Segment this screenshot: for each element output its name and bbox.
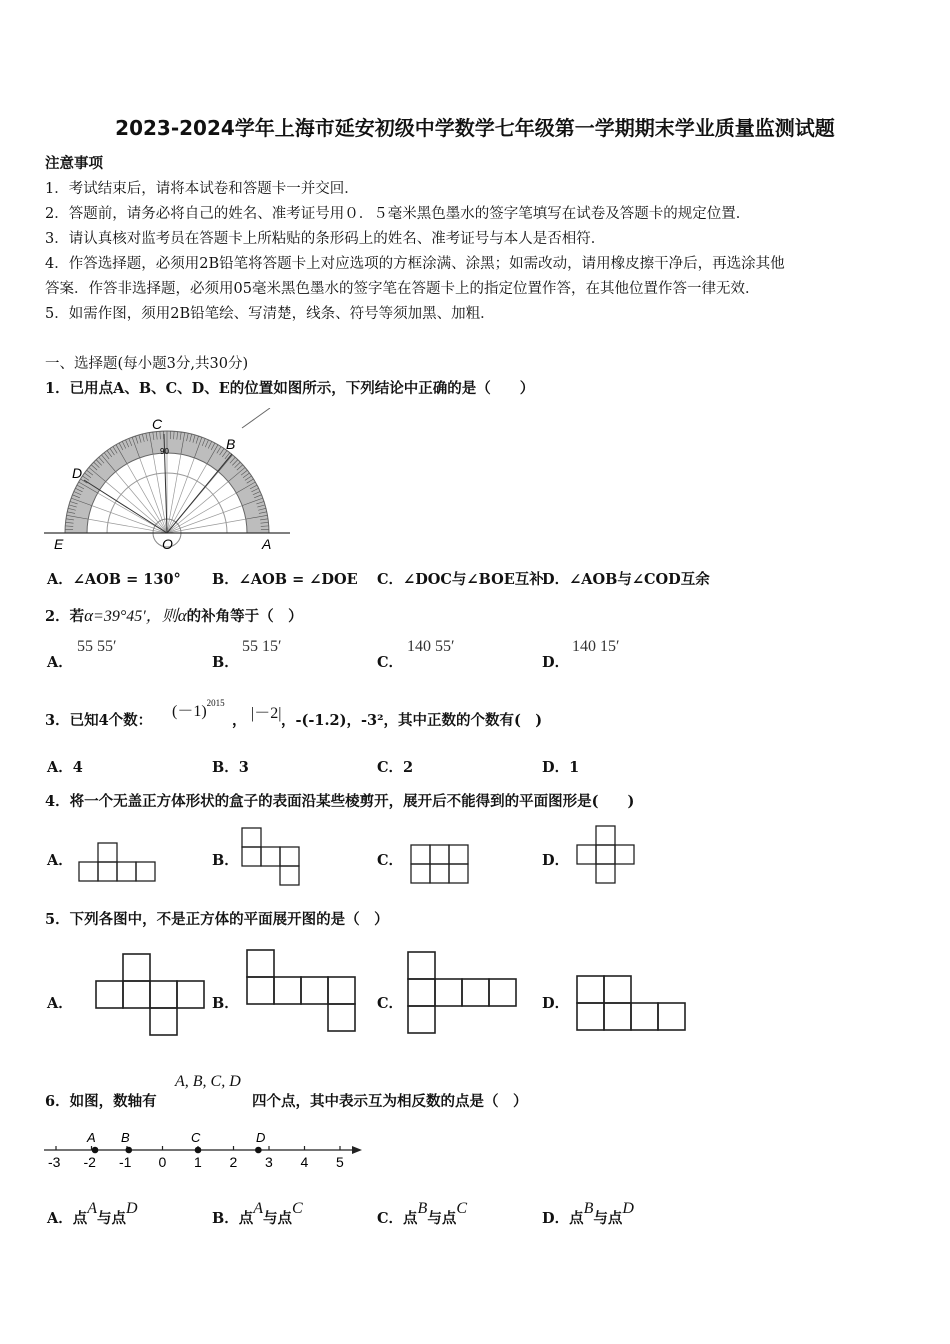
q2-stem: 2．若α=39°45′，则α的补角等于（ ）	[45, 606, 303, 625]
q2-option-a-value: 55 55′	[77, 638, 117, 655]
q6-option-d[interactable]: D．点B与点D	[542, 1200, 634, 1227]
notice-heading: 注意事项	[45, 155, 103, 172]
section-heading: 一、选择题(每小题3分,共30分)	[45, 356, 249, 372]
page-title: 2023-2024学年上海市延安初级中学数学七年级第一学期期末学业质量监测试题	[115, 116, 835, 140]
q3-stem-a: 3．已知4个数：	[45, 712, 153, 729]
q5-option-b[interactable]: B．	[212, 995, 239, 1012]
point-b-label: B	[121, 1130, 130, 1145]
q3-abs: |－2|	[251, 705, 282, 722]
axis-tick-label: -3	[48, 1154, 61, 1170]
q2-option-a[interactable]: A．	[47, 654, 73, 671]
label-b: B	[226, 436, 236, 452]
q5-net-a	[96, 954, 204, 1035]
q5-option-d[interactable]: D．	[542, 995, 570, 1012]
q1-option-b[interactable]: B．∠AOB = ∠DOE	[212, 571, 358, 588]
q6-stem-a: 6．如图，数轴有	[45, 1093, 157, 1110]
axis-tick-label: 3	[265, 1154, 273, 1170]
q5-option-a[interactable]: A．	[47, 995, 73, 1012]
notice-item: 3．请认真核对监考员在答题卡上所粘贴的条形码上的姓名、准考证号与本人是否相符．	[45, 231, 606, 247]
q1-option-a[interactable]: A．∠AOB = 130°	[47, 571, 181, 588]
q2-option-d-value: 140 15′	[572, 638, 620, 655]
label-c: C	[152, 416, 163, 432]
axis-tick-label: -2	[83, 1154, 96, 1170]
axis-tick-label: 2	[229, 1154, 238, 1170]
axis-point	[92, 1147, 99, 1154]
q3-comma: ，	[232, 712, 247, 729]
q2-option-d[interactable]: D．	[542, 654, 570, 671]
q4-net-b	[242, 828, 299, 885]
q3-option-d[interactable]: D．1	[542, 759, 580, 776]
q6-option-c[interactable]: C．点B与点C	[377, 1200, 467, 1227]
axis-tick-label: 4	[300, 1154, 309, 1170]
axis-point	[125, 1147, 132, 1154]
label-e: E	[54, 536, 64, 552]
q1-option-d[interactable]: D．∠AOB与∠COD互余	[542, 571, 710, 588]
axis-point	[195, 1147, 202, 1154]
q4-option-a[interactable]: A．	[47, 852, 73, 869]
q2-option-c-value: 140 55′	[407, 638, 455, 655]
axis-tick-label: 0	[158, 1154, 167, 1170]
notice-item: 答案．作答非选择题，必须用05毫米黑色墨水的签字笔在答题卡上的指定位置作答，在其他位置作答一律无效．	[45, 281, 760, 297]
point-c-label: C	[191, 1130, 201, 1145]
axis-point	[255, 1147, 262, 1154]
q1-stem: 1．已用点A、B、C、D、E的位置如图所示，下列结论中正确的是（ ）	[45, 380, 535, 397]
axis-tick-label: 5	[336, 1154, 344, 1170]
q5-net-c	[408, 952, 516, 1033]
q3-option-b[interactable]: B．3	[212, 759, 249, 776]
q2-option-b[interactable]: B．	[212, 654, 239, 671]
q3-option-a[interactable]: A．4	[47, 759, 83, 776]
notice-item: 4．作答选择题，必须用2B铅笔将答题卡上对应选项的方框涂满、涂黑；如需改动，请用橡皮擦干净后，再选涂其他	[45, 256, 785, 272]
label-a: A	[262, 536, 272, 552]
axis-tick-label: -1	[119, 1154, 132, 1170]
notice-item: 5．如需作图，须用2B铅笔绘、写清楚，线条、符号等须加黑、加粗．	[45, 306, 495, 322]
notice-item: 1．考试结束后，请将本试卷和答题卡一并交回．	[45, 181, 359, 197]
q6-option-a[interactable]: A．点A与点D	[47, 1200, 138, 1227]
q4-option-d[interactable]: D．	[542, 852, 570, 869]
q4-stem: 4．将一个无盖正方体形状的盒子的表面沿某些棱剪开，展开后不能得到的平面图形是( )	[45, 793, 635, 810]
q5-net-b	[247, 950, 355, 1031]
q6-points: A, B, C, D	[175, 1073, 241, 1090]
q5-option-c[interactable]: C．	[377, 995, 404, 1012]
point-a-label: A	[87, 1130, 96, 1145]
q5-stem: 5．下列各图中，不是正方体的平面展开图的是（ ）	[45, 911, 389, 928]
q1-option-c[interactable]: C．∠DOC与∠BOE互补	[377, 571, 544, 588]
q5-net-d	[577, 976, 685, 1030]
label-d: D	[72, 465, 83, 481]
q4-net-d	[577, 826, 634, 883]
label-o: O	[162, 536, 173, 552]
number-line	[40, 1124, 370, 1174]
label-90: 90	[160, 447, 169, 456]
axis-tick-label: 1	[194, 1154, 202, 1170]
q3-option-c[interactable]: C．2	[377, 759, 414, 776]
q3-power: $(-1)^{2015}$	[172, 697, 225, 720]
q4-option-c[interactable]: C．	[377, 852, 404, 869]
q3-stem-b: ，-(-1.2)，-3²，其中正数的个数有( )	[281, 712, 543, 729]
q4-net-c	[411, 845, 468, 883]
q4-net-a	[79, 843, 155, 881]
q2-option-c[interactable]: C．	[377, 654, 404, 671]
q2-option-b-value: 55 15′	[242, 638, 282, 655]
q4-option-b[interactable]: B．	[212, 852, 239, 869]
point-d-label: D	[256, 1130, 266, 1145]
notice-item: 2．答题前，请务必将自己的姓名、准考证号用０．５毫米黑色墨水的签字笔填写在试卷及答题卡的规定位置．	[45, 206, 751, 222]
q6-stem-b: 四个点，其中表示互为相反数的点是（ ）	[252, 1093, 528, 1110]
q6-option-b[interactable]: B．点A与点C	[212, 1200, 303, 1227]
